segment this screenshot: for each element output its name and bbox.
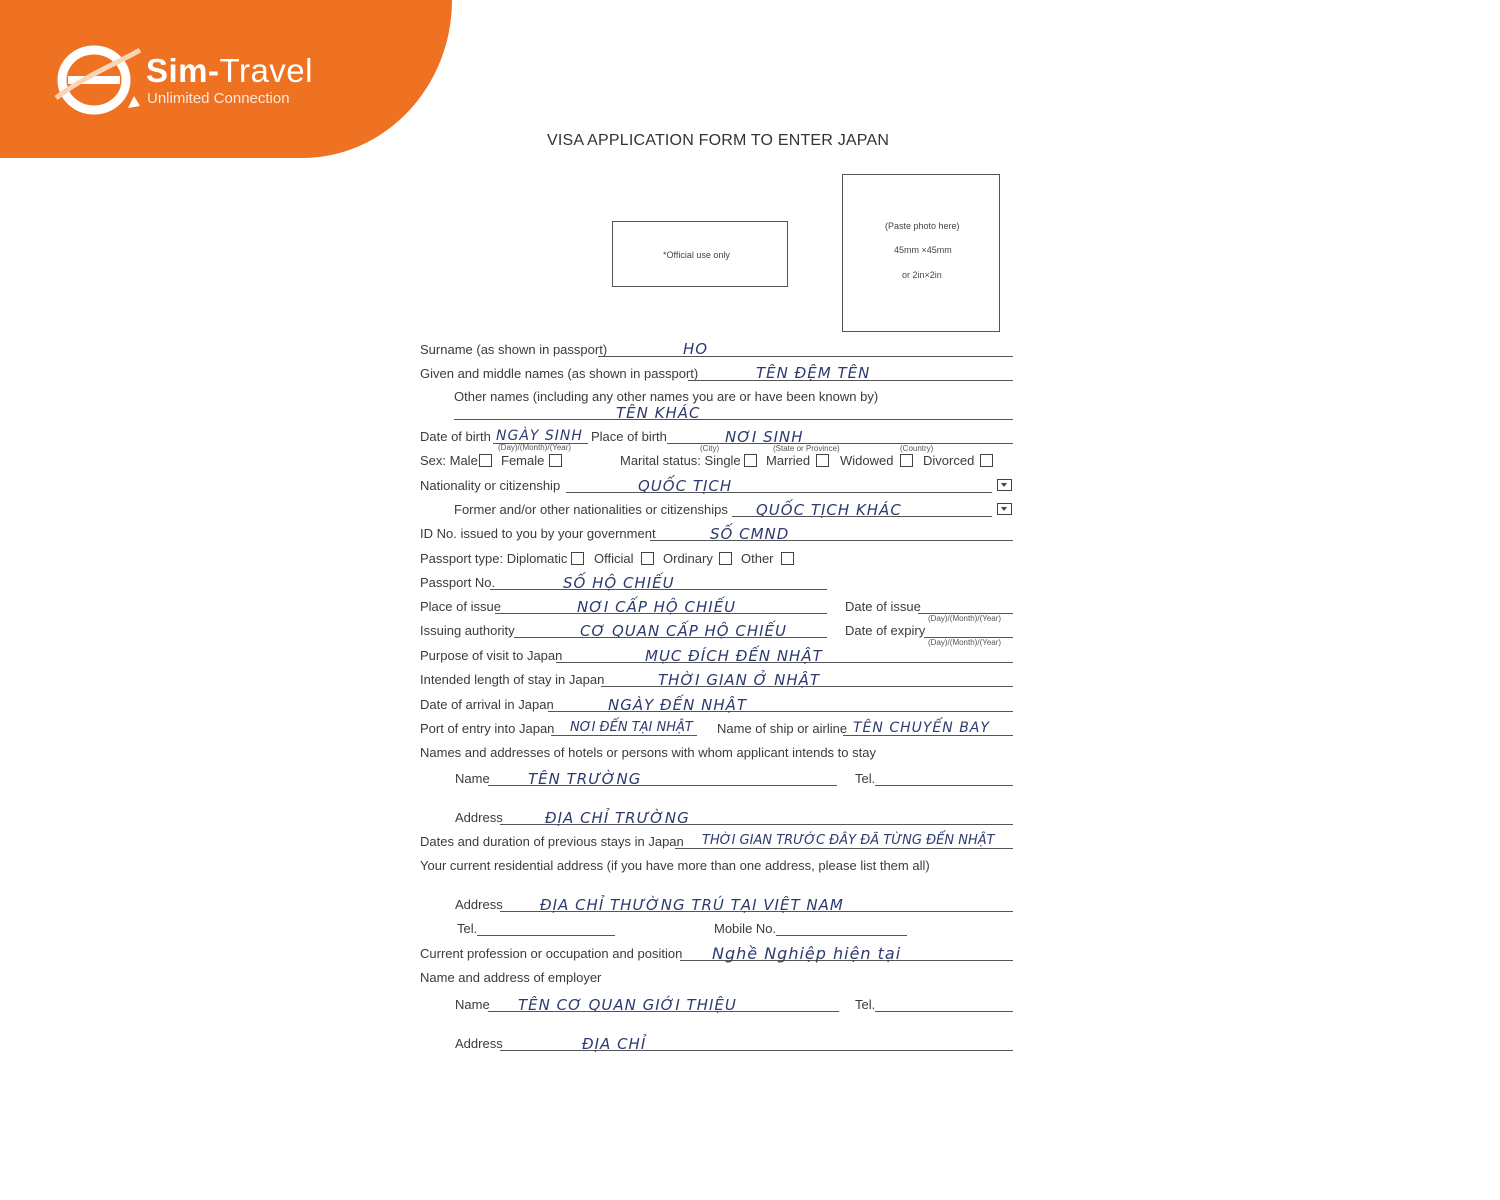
port-of-entry-value: NƠI ĐẾN TẠI NHẬT [570, 720, 693, 735]
divorced-label: Divorced [923, 453, 975, 468]
previous-stays-line [675, 848, 1013, 849]
issuing-authority-label: Issuing authority [420, 623, 515, 638]
residential-tel-line [477, 935, 615, 936]
form-title: VISA APPLICATION FORM TO ENTER JAPAN [547, 132, 890, 149]
nationality-dropdown-icon[interactable] [997, 479, 1012, 491]
other-names-line [454, 419, 1013, 420]
brand-tagline: Unlimited Connection [147, 90, 290, 107]
female-label: Female [501, 453, 545, 468]
state-hint: (State or Province) [773, 444, 840, 453]
ship-airline-label: Name of ship or airline [717, 721, 848, 736]
issuing-authority-value: CƠ QUAN CẤP HỘ CHIẾU [580, 622, 788, 640]
length-of-stay-label: Intended length of stay in Japan [420, 672, 605, 687]
married-label: Married [766, 453, 811, 468]
place-of-birth-value: NƠI SINH [725, 428, 804, 446]
country-hint: (Country) [900, 444, 934, 453]
date-of-expiry-label: Date of expiry [845, 623, 926, 638]
female-checkbox[interactable] [549, 454, 562, 467]
passport-type-label: Passport type: Diplomatic [420, 551, 568, 566]
employer-name-label: Name [455, 997, 490, 1012]
id-no-value: SỐ CMND [710, 525, 790, 543]
date-of-issue-label: Date of issue [845, 599, 921, 614]
diplomatic-checkbox[interactable] [571, 552, 584, 565]
profession-value: Nghề Nghiệp hiện tại [712, 944, 902, 963]
surname-label: Surname (as shown in passport) [420, 342, 608, 357]
given-names-value: TÊN ĐỆM TÊN [756, 364, 871, 382]
former-nationalities-value: QUỐC TỊCH KHÁC [756, 501, 902, 519]
residential-tel-label: Tel. [457, 921, 478, 936]
previous-stays-value: THỜI GIAN TRƯỚC ĐÂY ĐÃ TỪNG ĐẾN NHẬT [702, 833, 995, 848]
date-of-issue-hint: (Day)/(Month)/(Year) [928, 614, 1002, 623]
hotel-address-value: ĐỊA CHỈ TRƯỜNG [545, 809, 690, 827]
date-of-expiry-hint: (Day)/(Month)/(Year) [928, 638, 1002, 647]
employer-name-value: TÊN CƠ QUAN GIỚI THIỆU [518, 996, 737, 1014]
place-of-issue-label: Place of issue [420, 599, 501, 614]
place-of-birth-label: Place of birth [591, 429, 667, 444]
date-of-birth-label: Date of birth [420, 429, 491, 444]
brand-banner [0, 0, 452, 158]
employer-tel-label: Tel. [855, 997, 876, 1012]
ordinary-checkbox[interactable] [719, 552, 732, 565]
marital-status-label: Marital status: Single [620, 453, 741, 468]
given-names-label: Given and middle names (as shown in passport) [420, 366, 699, 381]
other-names-value: TÊN KHÁC [616, 404, 701, 422]
former-nationalities-label: Former and/or other nationalities or citizenships [454, 502, 728, 517]
previous-stays-label: Dates and duration of previous stays in Japan [420, 834, 684, 849]
employer-address-value: ĐỊA CHỈ [582, 1035, 647, 1053]
hotels-heading: Names and addresses of hotels or persons with whom applicant intends to stay [420, 745, 876, 760]
date-of-birth-value: NGÀY SINH [496, 428, 583, 444]
other-label: Other [741, 551, 774, 566]
id-no-label: ID No. issued to you by your government [420, 526, 656, 541]
surname-line [598, 356, 1013, 357]
port-of-entry-line [551, 735, 697, 736]
widowed-checkbox[interactable] [900, 454, 913, 467]
widowed-label: Widowed [840, 453, 894, 468]
ordinary-label: Ordinary [663, 551, 713, 566]
arrival-date-label: Date of arrival in Japan [420, 697, 554, 712]
hotel-address-label: Address [455, 810, 503, 825]
e-swoosh-logo-icon [54, 36, 142, 118]
residential-address-value: ĐỊA CHỈ THƯỜNG TRÚ TẠI VIỆT NAM [540, 896, 844, 914]
residential-address-label: Address [455, 897, 503, 912]
hotel-tel-line [875, 785, 1013, 786]
other-names-label: Other names (including any other names you are or have been known by) [454, 389, 879, 404]
married-checkbox[interactable] [816, 454, 829, 467]
official-label: Official [594, 551, 634, 566]
employer-heading: Name and address of employer [420, 970, 602, 985]
hotel-tel-label: Tel. [855, 771, 876, 786]
photo-box-line1: (Paste photo here) [885, 221, 960, 231]
nationality-line [566, 492, 992, 493]
arrival-date-value: NGÀY ĐẾN NHẬT [608, 696, 748, 714]
official-checkbox[interactable] [641, 552, 654, 565]
male-checkbox[interactable] [479, 454, 492, 467]
surname-value: HO [683, 340, 709, 358]
residential-heading: Your current residential address (if you have more than one address, please list them all) [420, 858, 930, 873]
photo-box-line3: or 2in×2in [902, 270, 942, 280]
employer-tel-line [875, 1011, 1013, 1012]
photo-box-line2: 45mm ×45mm [894, 245, 952, 255]
ship-airline-value: TÊN CHUYẾN BAY [853, 720, 990, 736]
mobile-line [776, 935, 907, 936]
hotel-name-label: Name [455, 771, 490, 786]
former-nationalities-dropdown-icon[interactable] [997, 503, 1012, 515]
port-of-entry-label: Port of entry into Japan [420, 721, 555, 736]
nationality-label: Nationality or citizenship [420, 478, 561, 493]
sex-label: Sex: Male [420, 453, 478, 468]
other-checkbox[interactable] [781, 552, 794, 565]
official-use-label: *Official use only [663, 250, 730, 260]
purpose-value: MỤC ĐÍCH ĐẾN NHẬT [645, 647, 823, 665]
length-of-stay-value: THỜI GIAN Ở NHẬT [658, 671, 821, 689]
single-checkbox[interactable] [744, 454, 757, 467]
employer-address-label: Address [455, 1036, 503, 1051]
mobile-label: Mobile No. [714, 921, 777, 936]
brand-name: Sim-Travel [146, 52, 313, 89]
passport-no-label: Passport No. [420, 575, 496, 590]
place-of-issue-value: NƠI CẤP HỘ CHIẾU [577, 598, 737, 616]
hotel-name-value: TÊN TRƯỜNG [528, 770, 642, 788]
city-hint: (City) [700, 444, 720, 453]
nationality-value: QUỐC TỊCH [638, 477, 733, 495]
id-no-line [650, 540, 1013, 541]
divorced-checkbox[interactable] [980, 454, 993, 467]
purpose-label: Purpose of visit to Japan [420, 648, 563, 663]
passport-no-value: SỐ HỘ CHIẾU [563, 574, 675, 592]
date-of-birth-hint: (Day)/(Month)/(Year) [498, 443, 572, 452]
employer-address-line [500, 1050, 1013, 1051]
profession-label: Current profession or occupation and position [420, 946, 683, 961]
